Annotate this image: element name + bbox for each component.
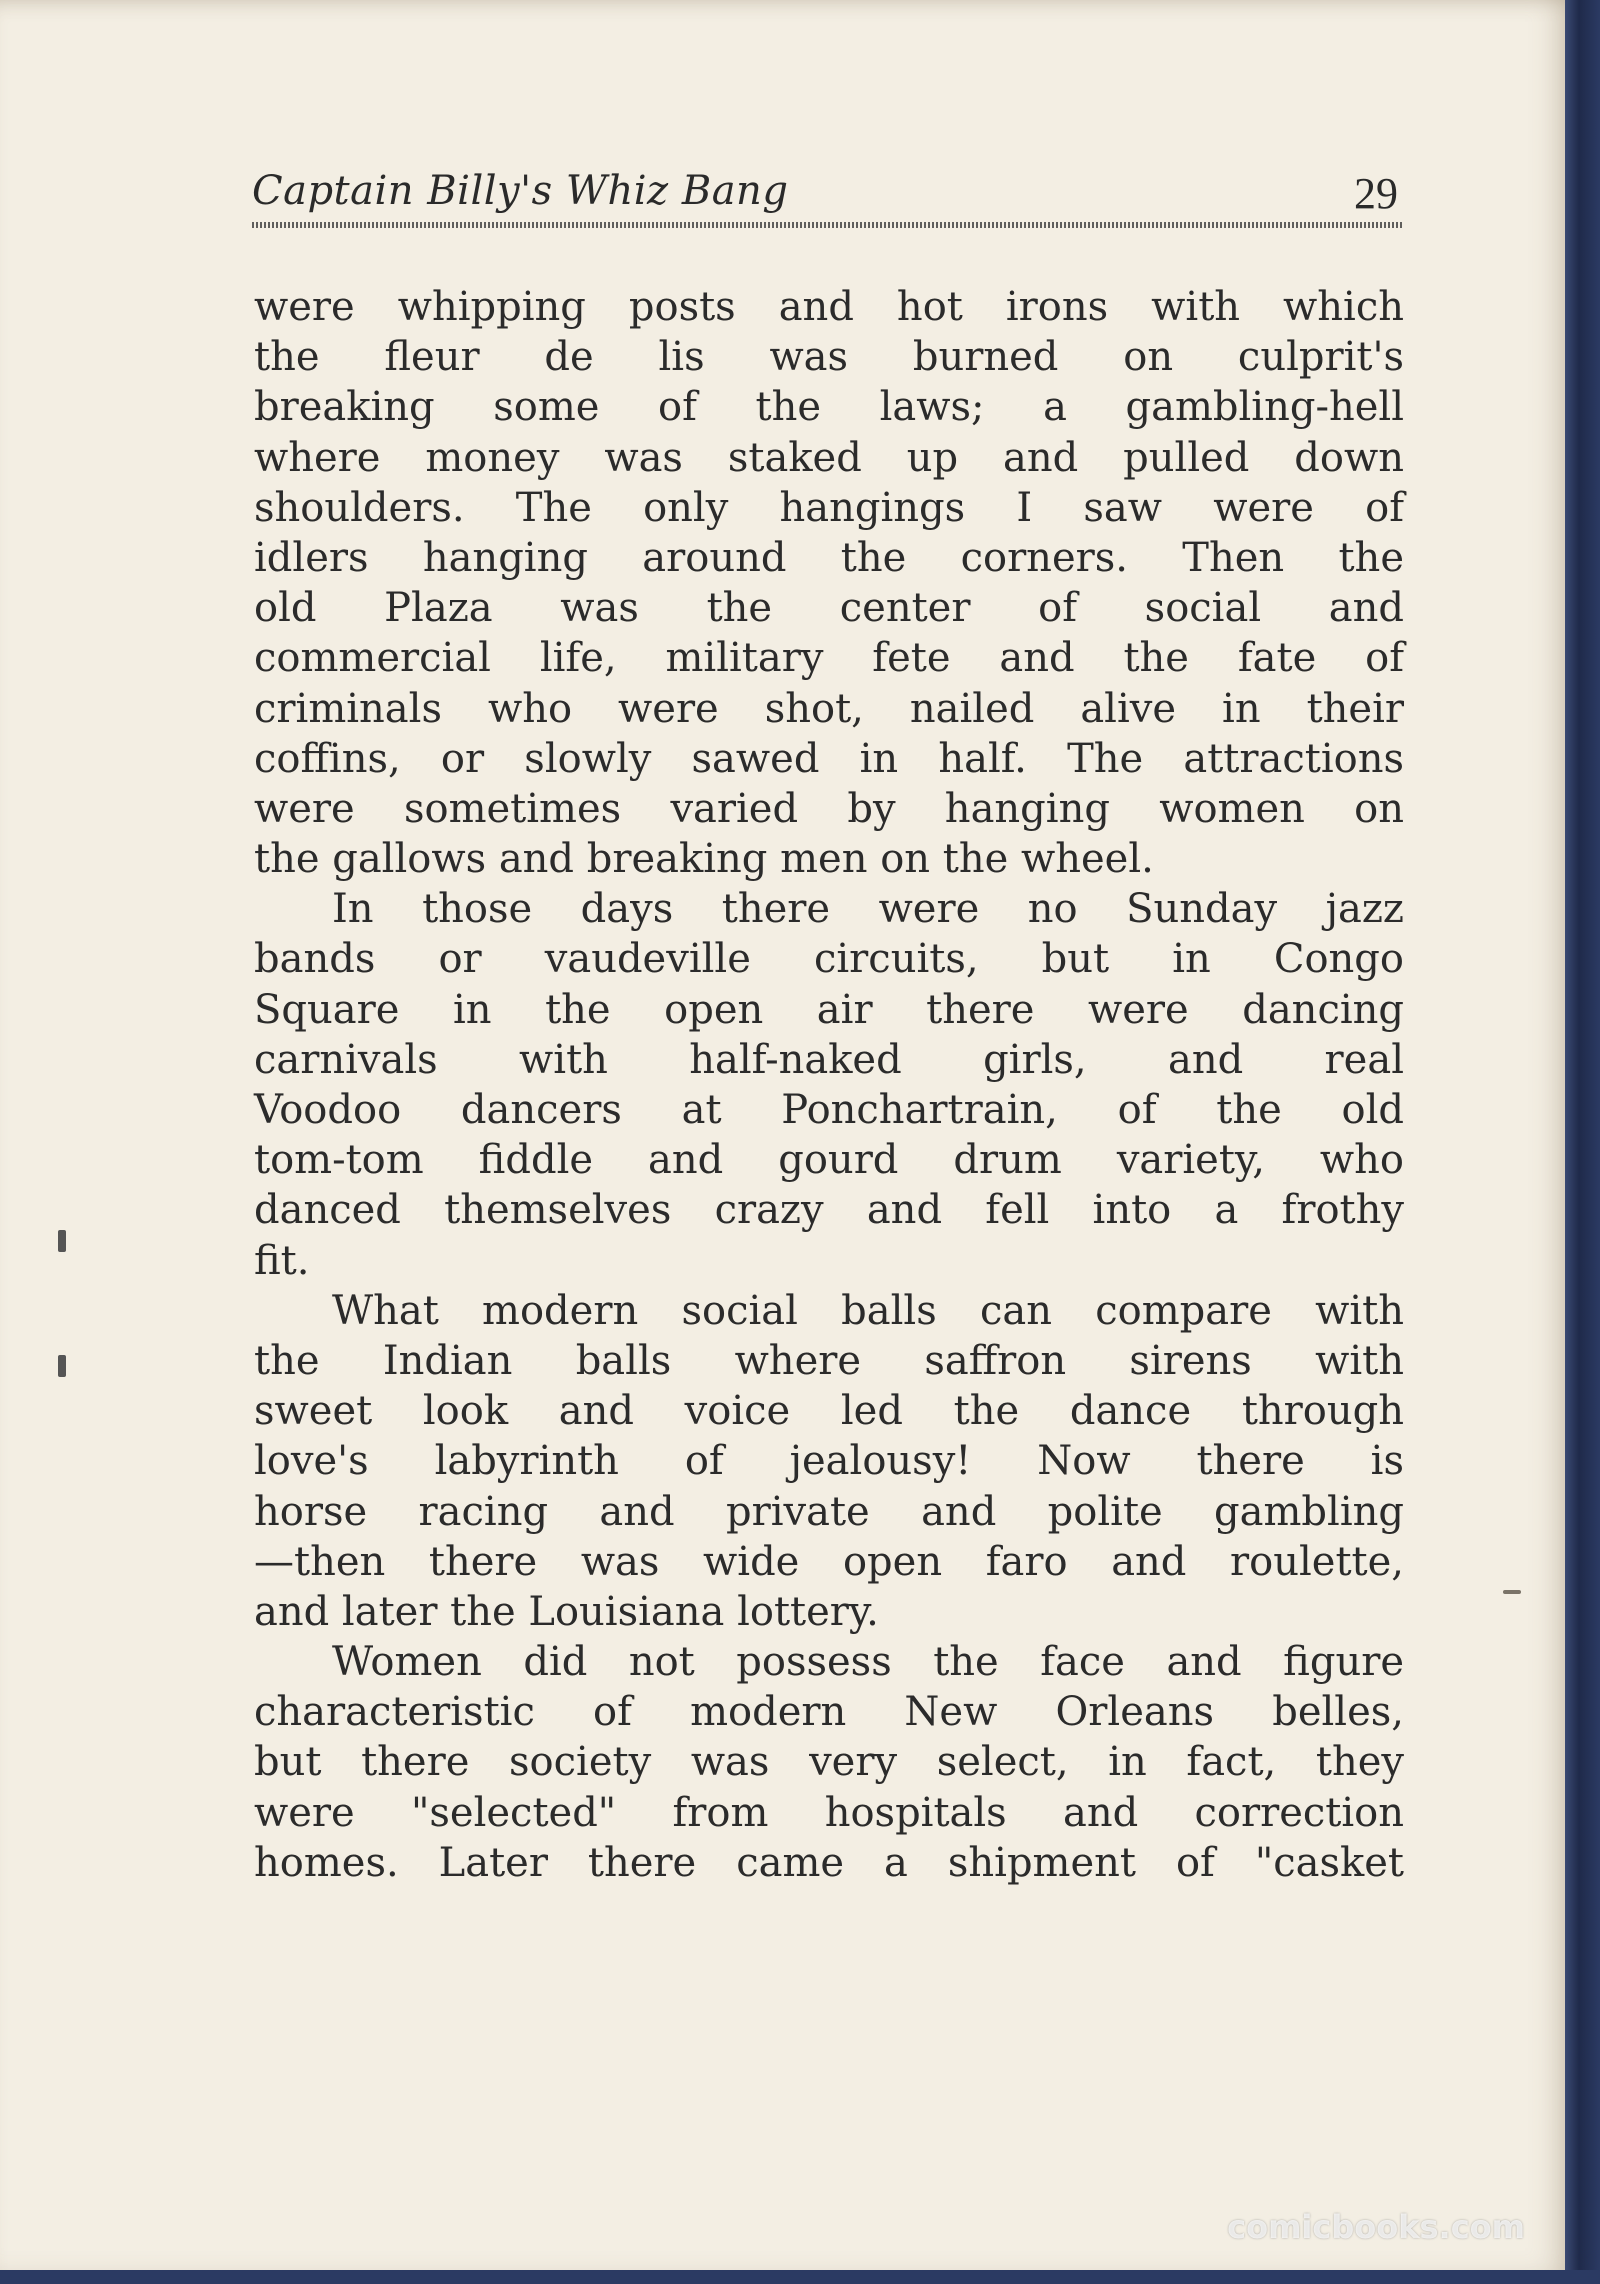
text-line: tom-tom fiddle and gourd drum variety, who	[254, 1137, 1404, 1184]
text-line: characteristic of modern New Orleans belles,	[254, 1689, 1404, 1736]
text-line: the Indian balls where saffron sirens with	[254, 1337, 1404, 1384]
text-line: criminals who were shot, nailed alive in their	[254, 685, 1404, 732]
text-line: and later the Louisiana lottery.	[254, 1588, 879, 1635]
text-line: Square in the open air there were dancing	[254, 986, 1404, 1033]
page-edge-mark	[1503, 1590, 1521, 1594]
text-line: danced themselves crazy and fell into a frothy	[254, 1187, 1404, 1234]
watermark: comicbooks.com	[1227, 2208, 1525, 2246]
paragraph	[254, 1286, 1404, 1637]
text-line: but there society was very select, in fact, they	[254, 1739, 1404, 1786]
text-line: What modern social balls can compare with	[332, 1287, 1404, 1334]
text-line: shoulders. The only hangings I saw were of	[254, 484, 1404, 531]
cover-edge	[0, 2270, 1600, 2284]
text-line: Voodoo dancers at Ponchartrain, of the old	[254, 1087, 1404, 1133]
text-line: fit.	[254, 1237, 310, 1284]
paragraph	[254, 282, 1404, 884]
text-line: idlers hanging around the corners. Then the	[254, 534, 1404, 581]
text-line: —then there was wide open faro and roulette,	[254, 1538, 1404, 1585]
body-text	[254, 282, 1404, 1888]
text-line: the gallows and breaking men on the wheel.	[254, 836, 1154, 883]
running-header	[252, 168, 1404, 218]
text-line: In those days there were no Sunday jazz	[332, 886, 1404, 933]
text-line: breaking some of the laws; a gambling-hell	[254, 384, 1404, 431]
header-rule	[252, 222, 1404, 228]
text-line: bands or vaudeville circuits, but in Congo	[254, 936, 1404, 983]
text-line: Women did not possess the face and figure	[332, 1639, 1404, 1686]
staple-mark	[58, 1230, 66, 1252]
text-line: coffins, or slowly sawed in half. The attractions	[254, 735, 1404, 782]
text-line: horse racing and private and polite gambling	[254, 1488, 1404, 1535]
text-line: the fleur de lis was burned on culprit's	[254, 334, 1404, 381]
text-line: homes. Later there came a shipment of "casket	[254, 1839, 1404, 1886]
text-line: old Plaza was the center of social and	[254, 585, 1404, 632]
text-line: were whipping posts and hot irons with which	[254, 284, 1404, 330]
running-title: Captain Billy's Whiz Bang	[252, 168, 789, 214]
text-line: commercial life, military fete and the fate of	[254, 635, 1404, 682]
text-line: carnivals with half-naked girls, and real	[254, 1036, 1404, 1083]
text-line: were "selected" from hospitals and correction	[254, 1789, 1404, 1836]
text-line: love's labyrinth of jealousy! Now there is	[254, 1438, 1404, 1485]
text-line: sweet look and voice led the dance through	[254, 1388, 1404, 1435]
page-number: 29	[1354, 169, 1398, 218]
text-line: were sometimes varied by hanging women on	[254, 785, 1404, 832]
paragraph	[254, 884, 1404, 1286]
cover-spine	[1565, 0, 1600, 2284]
paragraph	[254, 1637, 1404, 1888]
staple-mark	[58, 1355, 66, 1377]
text-line: where money was staked up and pulled down	[254, 434, 1404, 481]
